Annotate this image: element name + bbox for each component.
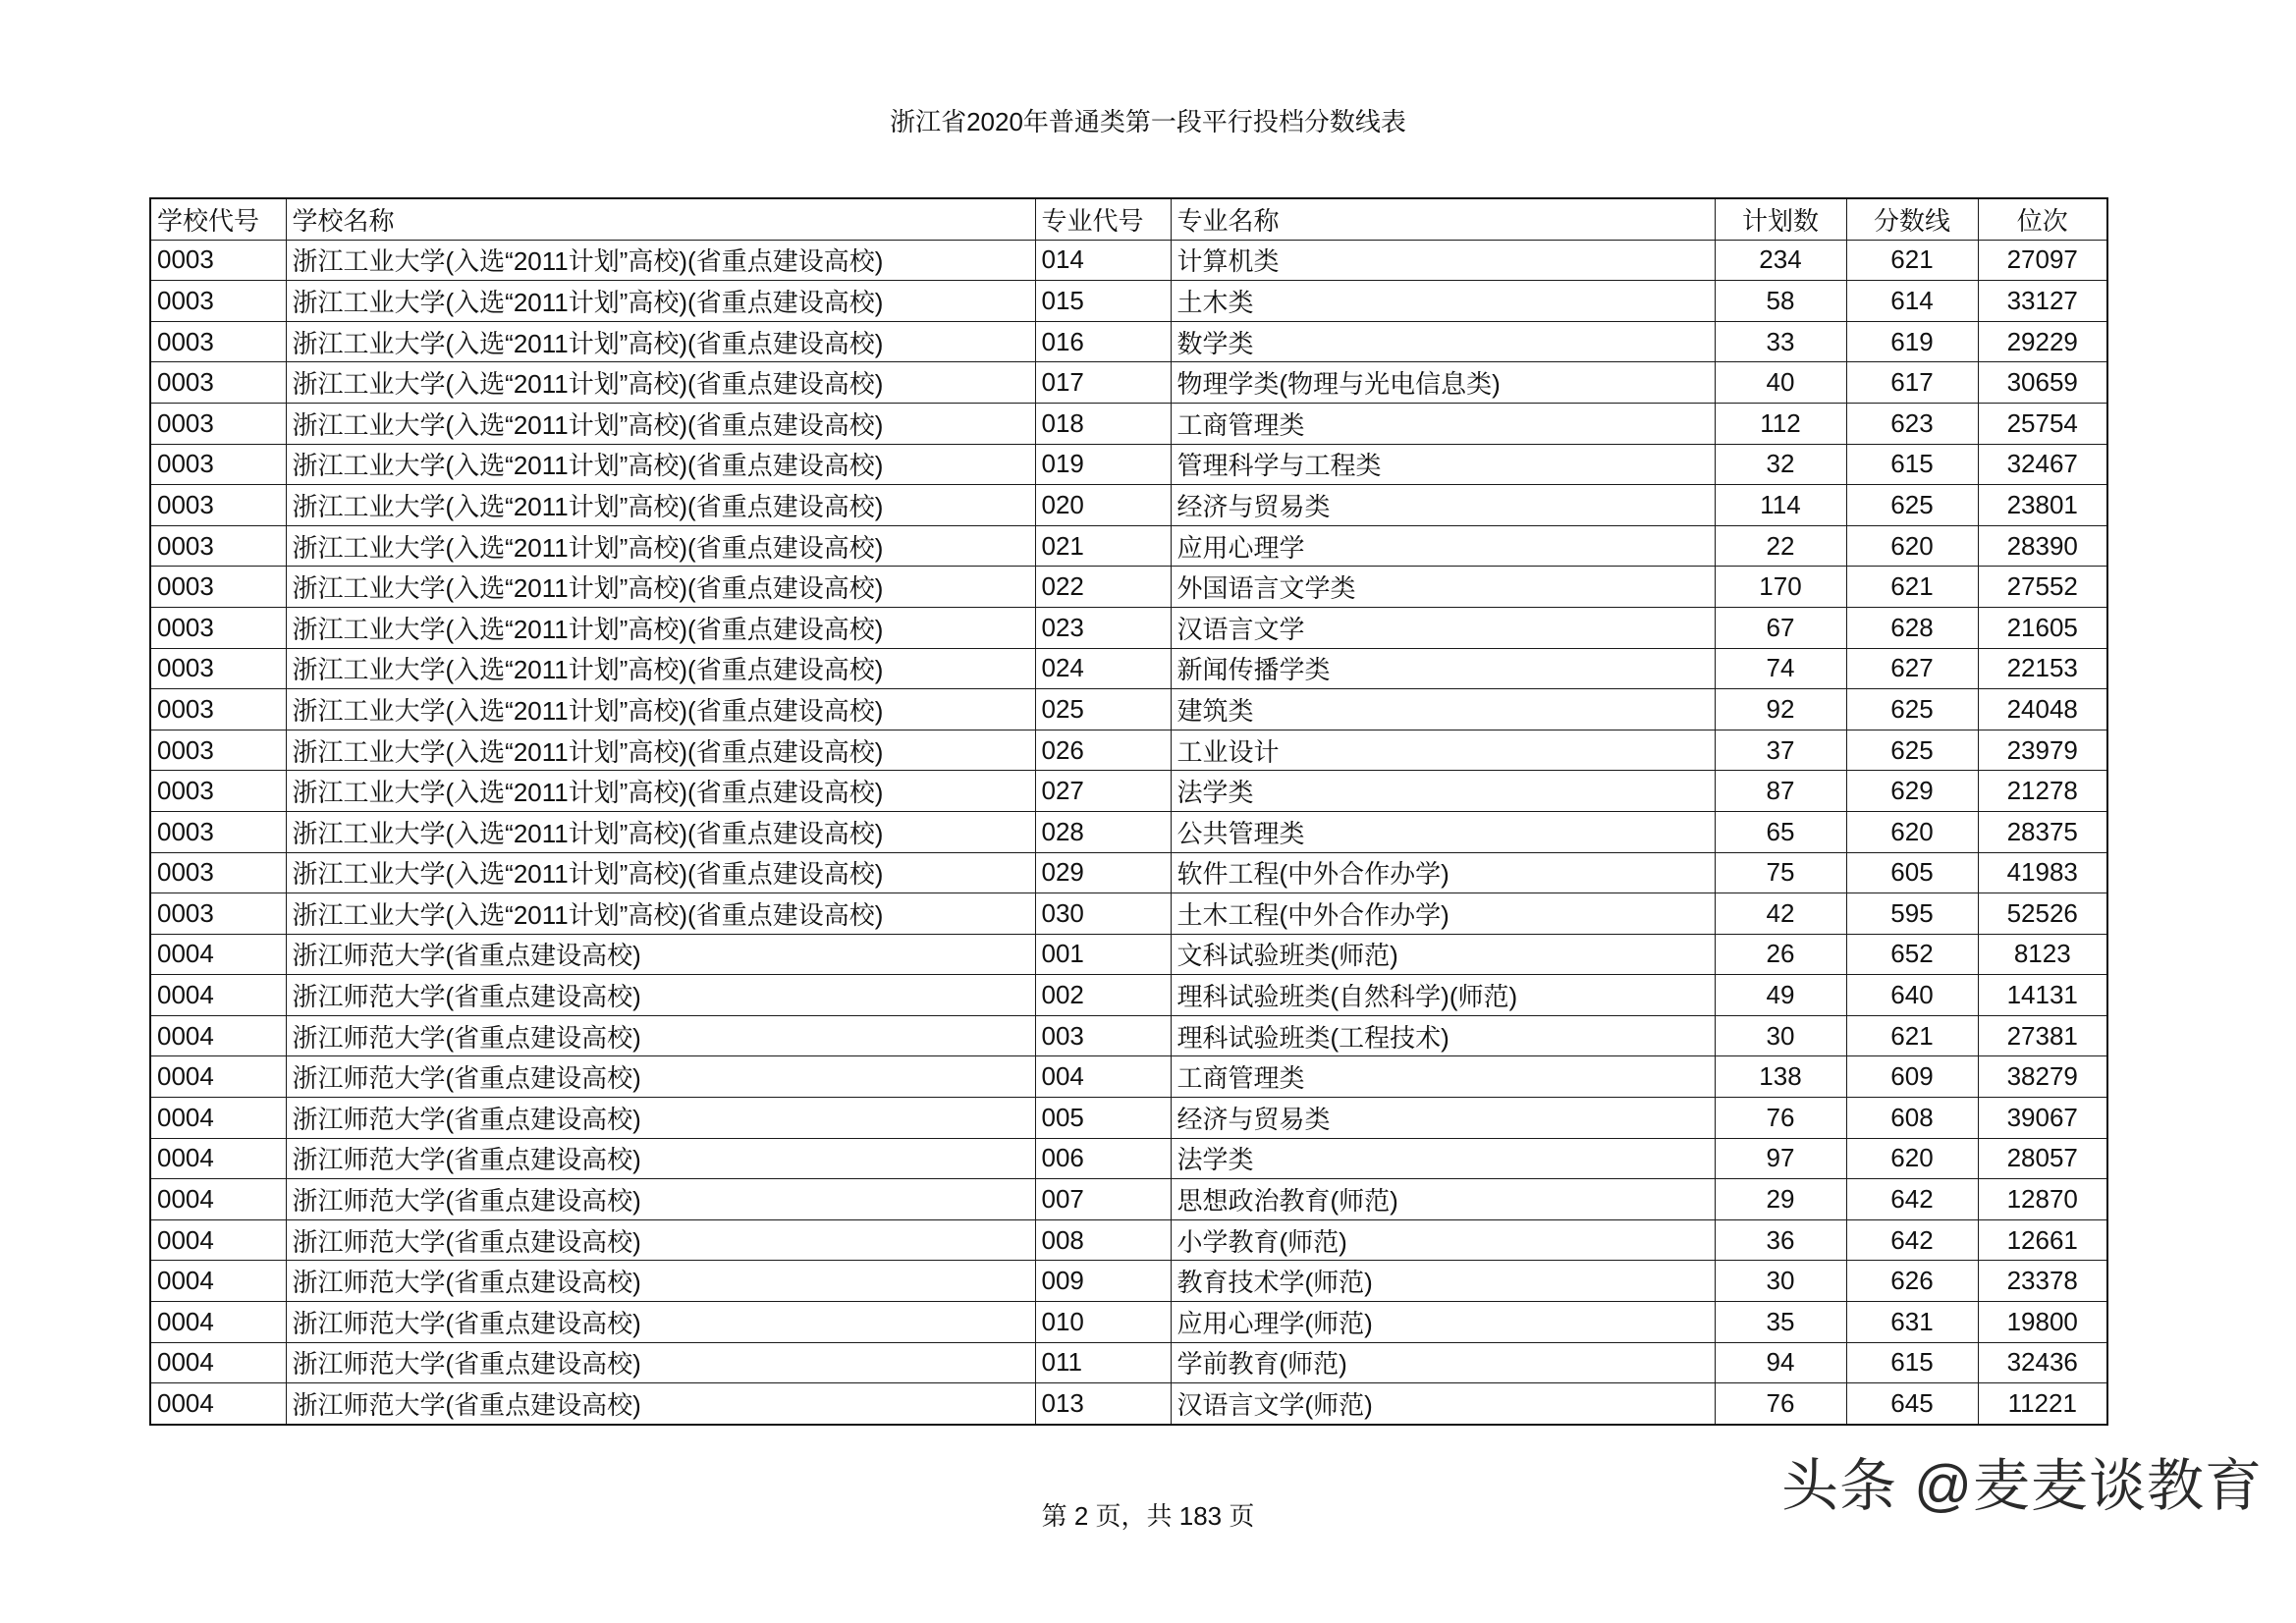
school-name-cell: 浙江师范大学(省重点建设高校) xyxy=(286,934,1035,975)
major-name-cell: 公共管理类 xyxy=(1171,811,1715,852)
major-code-cell: 020 xyxy=(1035,485,1171,526)
major-code-cell: 008 xyxy=(1035,1219,1171,1261)
plan-count-cell: 97 xyxy=(1715,1138,1846,1179)
score-line-cell: 625 xyxy=(1846,730,1978,771)
score-line-cell: 615 xyxy=(1846,444,1978,485)
school-code-cell: 0003 xyxy=(150,893,286,935)
school-code-cell: 0003 xyxy=(150,281,286,322)
table-row xyxy=(150,893,2107,935)
major-code-cell: 021 xyxy=(1035,525,1171,567)
header-score-line: 分数线 xyxy=(1846,198,1978,240)
score-line-cell: 620 xyxy=(1846,525,1978,567)
school-code-cell: 0003 xyxy=(150,648,286,689)
table-row xyxy=(150,1138,2107,1179)
major-name-cell: 工业设计 xyxy=(1171,730,1715,771)
school-code-cell: 0004 xyxy=(150,1342,286,1383)
major-name-cell: 数学类 xyxy=(1171,321,1715,362)
major-code-cell: 025 xyxy=(1035,689,1171,730)
table-row xyxy=(150,362,2107,404)
school-name-cell: 浙江工业大学(入选“2011计划”高校)(省重点建设高校) xyxy=(286,852,1035,893)
major-name-cell: 管理科学与工程类 xyxy=(1171,444,1715,485)
major-code-cell: 028 xyxy=(1035,811,1171,852)
table-row xyxy=(150,485,2107,526)
major-name-cell: 建筑类 xyxy=(1171,689,1715,730)
score-line-cell: 631 xyxy=(1846,1302,1978,1343)
score-line-cell: 620 xyxy=(1846,811,1978,852)
table-header-row xyxy=(150,198,2107,240)
major-name-cell: 经济与贸易类 xyxy=(1171,1098,1715,1139)
rank-cell: 32436 xyxy=(1978,1342,2107,1383)
table-row xyxy=(150,811,2107,852)
rank-cell: 12870 xyxy=(1978,1179,2107,1220)
school-code-cell: 0003 xyxy=(150,730,286,771)
rank-cell: 12661 xyxy=(1978,1219,2107,1261)
table-row xyxy=(150,444,2107,485)
rank-cell: 19800 xyxy=(1978,1302,2107,1343)
table-row xyxy=(150,1261,2107,1302)
header-major-name: 专业名称 xyxy=(1171,198,1715,240)
major-name-cell: 法学类 xyxy=(1171,771,1715,812)
plan-count-cell: 49 xyxy=(1715,975,1846,1016)
plan-count-cell: 112 xyxy=(1715,403,1846,444)
table-row xyxy=(150,852,2107,893)
plan-count-cell: 30 xyxy=(1715,1261,1846,1302)
school-name-cell: 浙江工业大学(入选“2011计划”高校)(省重点建设高校) xyxy=(286,403,1035,444)
school-code-cell: 0003 xyxy=(150,852,286,893)
score-line-cell: 609 xyxy=(1846,1056,1978,1098)
table-row xyxy=(150,1179,2107,1220)
major-name-cell: 小学教育(师范) xyxy=(1171,1219,1715,1261)
school-code-cell: 0004 xyxy=(150,1261,286,1302)
school-name-cell: 浙江工业大学(入选“2011计划”高校)(省重点建设高校) xyxy=(286,567,1035,608)
school-code-cell: 0004 xyxy=(150,1219,286,1261)
major-name-cell: 软件工程(中外合作办学) xyxy=(1171,852,1715,893)
major-code-cell: 009 xyxy=(1035,1261,1171,1302)
major-name-cell: 思想政治教育(师范) xyxy=(1171,1179,1715,1220)
major-name-cell: 土木类 xyxy=(1171,281,1715,322)
major-code-cell: 005 xyxy=(1035,1098,1171,1139)
rank-cell: 27552 xyxy=(1978,567,2107,608)
score-line-cell: 623 xyxy=(1846,403,1978,444)
header-school-code: 学校代号 xyxy=(150,198,286,240)
score-line-cell: 621 xyxy=(1846,567,1978,608)
score-line-cell: 628 xyxy=(1846,607,1978,648)
table-row xyxy=(150,730,2107,771)
school-name-cell: 浙江工业大学(入选“2011计划”高校)(省重点建设高校) xyxy=(286,281,1035,322)
major-code-cell: 030 xyxy=(1035,893,1171,935)
score-line-cell: 619 xyxy=(1846,321,1978,362)
major-name-cell: 汉语言文学 xyxy=(1171,607,1715,648)
score-line-cell: 621 xyxy=(1846,1015,1978,1056)
page-title: 浙江省2020年普通类第一段平行投档分数线表 xyxy=(890,107,1406,136)
major-name-cell: 经济与贸易类 xyxy=(1171,485,1715,526)
school-name-cell: 浙江师范大学(省重点建设高校) xyxy=(286,1342,1035,1383)
major-code-cell: 029 xyxy=(1035,852,1171,893)
table-row xyxy=(150,689,2107,730)
table-row xyxy=(150,1219,2107,1261)
rank-cell: 14131 xyxy=(1978,975,2107,1016)
rank-cell: 11221 xyxy=(1978,1383,2107,1425)
score-line-cell: 642 xyxy=(1846,1219,1978,1261)
school-name-cell: 浙江工业大学(入选“2011计划”高校)(省重点建设高校) xyxy=(286,444,1035,485)
score-line-cell: 625 xyxy=(1846,485,1978,526)
school-name-cell: 浙江工业大学(入选“2011计划”高校)(省重点建设高校) xyxy=(286,485,1035,526)
major-name-cell: 应用心理学 xyxy=(1171,525,1715,567)
table-row xyxy=(150,607,2107,648)
school-name-cell: 浙江师范大学(省重点建设高校) xyxy=(286,1219,1035,1261)
rank-cell: 21605 xyxy=(1978,607,2107,648)
major-name-cell: 土木工程(中外合作办学) xyxy=(1171,893,1715,935)
major-code-cell: 019 xyxy=(1035,444,1171,485)
rank-cell: 30659 xyxy=(1978,362,2107,404)
rank-cell: 38279 xyxy=(1978,1056,2107,1098)
score-line-cell: 626 xyxy=(1846,1261,1978,1302)
rank-cell: 52526 xyxy=(1978,893,2107,935)
school-name-cell: 浙江师范大学(省重点建设高校) xyxy=(286,975,1035,1016)
plan-count-cell: 33 xyxy=(1715,321,1846,362)
school-name-cell: 浙江师范大学(省重点建设高校) xyxy=(286,1138,1035,1179)
school-code-cell: 0004 xyxy=(150,934,286,975)
school-code-cell: 0004 xyxy=(150,975,286,1016)
score-line-cell: 640 xyxy=(1846,975,1978,1016)
major-name-cell: 工商管理类 xyxy=(1171,1056,1715,1098)
major-name-cell: 学前教育(师范) xyxy=(1171,1342,1715,1383)
school-name-cell: 浙江工业大学(入选“2011计划”高校)(省重点建设高校) xyxy=(286,240,1035,281)
table-row xyxy=(150,934,2107,975)
plan-count-cell: 37 xyxy=(1715,730,1846,771)
major-name-cell: 汉语言文学(师范) xyxy=(1171,1383,1715,1425)
header-plan-count: 计划数 xyxy=(1715,198,1846,240)
school-name-cell: 浙江师范大学(省重点建设高校) xyxy=(286,1098,1035,1139)
school-code-cell: 0003 xyxy=(150,403,286,444)
table-row xyxy=(150,1383,2107,1425)
school-code-cell: 0003 xyxy=(150,362,286,404)
school-code-cell: 0003 xyxy=(150,240,286,281)
table-row xyxy=(150,567,2107,608)
rank-cell: 29229 xyxy=(1978,321,2107,362)
rank-cell: 28057 xyxy=(1978,1138,2107,1179)
school-code-cell: 0003 xyxy=(150,567,286,608)
major-code-cell: 024 xyxy=(1035,648,1171,689)
table-row xyxy=(150,648,2107,689)
major-code-cell: 010 xyxy=(1035,1302,1171,1343)
major-code-cell: 003 xyxy=(1035,1015,1171,1056)
table-row xyxy=(150,1056,2107,1098)
major-code-cell: 013 xyxy=(1035,1383,1171,1425)
school-name-cell: 浙江工业大学(入选“2011计划”高校)(省重点建设高校) xyxy=(286,689,1035,730)
table-row xyxy=(150,281,2107,322)
score-line-cell: 595 xyxy=(1846,893,1978,935)
rank-cell: 23979 xyxy=(1978,730,2107,771)
plan-count-cell: 35 xyxy=(1715,1302,1846,1343)
plan-count-cell: 29 xyxy=(1715,1179,1846,1220)
rank-cell: 25754 xyxy=(1978,403,2107,444)
table-row xyxy=(150,975,2107,1016)
major-code-cell: 006 xyxy=(1035,1138,1171,1179)
plan-count-cell: 76 xyxy=(1715,1383,1846,1425)
major-code-cell: 004 xyxy=(1035,1056,1171,1098)
major-name-cell: 物理学类(物理与光电信息类) xyxy=(1171,362,1715,404)
school-code-cell: 0004 xyxy=(150,1098,286,1139)
school-code-cell: 0004 xyxy=(150,1056,286,1098)
school-name-cell: 浙江工业大学(入选“2011计划”高校)(省重点建设高校) xyxy=(286,893,1035,935)
plan-count-cell: 22 xyxy=(1715,525,1846,567)
watermark: 头条 @麦麦谈教育 xyxy=(1781,1454,2263,1518)
plan-count-cell: 92 xyxy=(1715,689,1846,730)
plan-count-cell: 114 xyxy=(1715,485,1846,526)
plan-count-cell: 40 xyxy=(1715,362,1846,404)
school-code-cell: 0004 xyxy=(150,1179,286,1220)
rank-cell: 28390 xyxy=(1978,525,2107,567)
major-code-cell: 001 xyxy=(1035,934,1171,975)
plan-count-cell: 234 xyxy=(1715,240,1846,281)
school-name-cell: 浙江师范大学(省重点建设高校) xyxy=(286,1015,1035,1056)
score-line-cell: 627 xyxy=(1846,648,1978,689)
rank-cell: 32467 xyxy=(1978,444,2107,485)
major-code-cell: 017 xyxy=(1035,362,1171,404)
major-name-cell: 理科试验班类(工程技术) xyxy=(1171,1015,1715,1056)
school-name-cell: 浙江师范大学(省重点建设高校) xyxy=(286,1179,1035,1220)
plan-count-cell: 26 xyxy=(1715,934,1846,975)
plan-count-cell: 30 xyxy=(1715,1015,1846,1056)
plan-count-cell: 36 xyxy=(1715,1219,1846,1261)
major-code-cell: 016 xyxy=(1035,321,1171,362)
major-code-cell: 026 xyxy=(1035,730,1171,771)
school-name-cell: 浙江工业大学(入选“2011计划”高校)(省重点建设高校) xyxy=(286,321,1035,362)
score-line-cell: 642 xyxy=(1846,1179,1978,1220)
rank-cell: 28375 xyxy=(1978,811,2107,852)
table-row xyxy=(150,771,2107,812)
score-line-cell: 625 xyxy=(1846,689,1978,730)
school-code-cell: 0004 xyxy=(150,1015,286,1056)
score-line-cell: 629 xyxy=(1846,771,1978,812)
plan-count-cell: 32 xyxy=(1715,444,1846,485)
plan-count-cell: 67 xyxy=(1715,607,1846,648)
score-line-cell: 645 xyxy=(1846,1383,1978,1425)
table-row xyxy=(150,403,2107,444)
school-name-cell: 浙江师范大学(省重点建设高校) xyxy=(286,1383,1035,1425)
major-name-cell: 工商管理类 xyxy=(1171,403,1715,444)
major-code-cell: 023 xyxy=(1035,607,1171,648)
plan-count-cell: 170 xyxy=(1715,567,1846,608)
school-code-cell: 0003 xyxy=(150,525,286,567)
plan-count-cell: 42 xyxy=(1715,893,1846,935)
table-body xyxy=(150,240,2107,1425)
plan-count-cell: 87 xyxy=(1715,771,1846,812)
rank-cell: 22153 xyxy=(1978,648,2107,689)
score-table xyxy=(149,197,2108,1426)
major-name-cell: 文科试验班类(师范) xyxy=(1171,934,1715,975)
school-code-cell: 0003 xyxy=(150,444,286,485)
school-code-cell: 0003 xyxy=(150,485,286,526)
rank-cell: 27097 xyxy=(1978,240,2107,281)
major-code-cell: 007 xyxy=(1035,1179,1171,1220)
score-line-cell: 621 xyxy=(1846,240,1978,281)
major-name-cell: 计算机类 xyxy=(1171,240,1715,281)
school-name-cell: 浙江工业大学(入选“2011计划”高校)(省重点建设高校) xyxy=(286,648,1035,689)
rank-cell: 39067 xyxy=(1978,1098,2107,1139)
school-code-cell: 0003 xyxy=(150,811,286,852)
school-code-cell: 0004 xyxy=(150,1138,286,1179)
score-line-cell: 614 xyxy=(1846,281,1978,322)
school-name-cell: 浙江工业大学(入选“2011计划”高校)(省重点建设高校) xyxy=(286,525,1035,567)
school-name-cell: 浙江工业大学(入选“2011计划”高校)(省重点建设高校) xyxy=(286,811,1035,852)
school-code-cell: 0003 xyxy=(150,321,286,362)
table-row xyxy=(150,1302,2107,1343)
school-code-cell: 0003 xyxy=(150,607,286,648)
plan-count-cell: 75 xyxy=(1715,852,1846,893)
school-code-cell: 0003 xyxy=(150,689,286,730)
major-name-cell: 教育技术学(师范) xyxy=(1171,1261,1715,1302)
score-line-cell: 620 xyxy=(1846,1138,1978,1179)
rank-cell: 24048 xyxy=(1978,689,2107,730)
school-code-cell: 0004 xyxy=(150,1383,286,1425)
major-code-cell: 015 xyxy=(1035,281,1171,322)
school-name-cell: 浙江工业大学(入选“2011计划”高校)(省重点建设高校) xyxy=(286,607,1035,648)
major-name-cell: 新闻传播学类 xyxy=(1171,648,1715,689)
major-name-cell: 应用心理学(师范) xyxy=(1171,1302,1715,1343)
rank-cell: 23378 xyxy=(1978,1261,2107,1302)
major-code-cell: 011 xyxy=(1035,1342,1171,1383)
score-line-cell: 608 xyxy=(1846,1098,1978,1139)
major-name-cell: 法学类 xyxy=(1171,1138,1715,1179)
table-row xyxy=(150,1098,2107,1139)
school-name-cell: 浙江工业大学(入选“2011计划”高校)(省重点建设高校) xyxy=(286,771,1035,812)
school-code-cell: 0004 xyxy=(150,1302,286,1343)
header-school-name: 学校名称 xyxy=(286,198,1035,240)
table-row xyxy=(150,1015,2107,1056)
score-line-cell: 615 xyxy=(1846,1342,1978,1383)
major-code-cell: 014 xyxy=(1035,240,1171,281)
rank-cell: 8123 xyxy=(1978,934,2107,975)
school-code-cell: 0003 xyxy=(150,771,286,812)
header-rank: 位次 xyxy=(1978,198,2107,240)
plan-count-cell: 58 xyxy=(1715,281,1846,322)
major-code-cell: 027 xyxy=(1035,771,1171,812)
plan-count-cell: 76 xyxy=(1715,1098,1846,1139)
rank-cell: 23801 xyxy=(1978,485,2107,526)
school-name-cell: 浙江师范大学(省重点建设高校) xyxy=(286,1302,1035,1343)
school-name-cell: 浙江工业大学(入选“2011计划”高校)(省重点建设高校) xyxy=(286,362,1035,404)
plan-count-cell: 94 xyxy=(1715,1342,1846,1383)
score-line-cell: 605 xyxy=(1846,852,1978,893)
school-name-cell: 浙江工业大学(入选“2011计划”高校)(省重点建设高校) xyxy=(286,730,1035,771)
table-row xyxy=(150,525,2107,567)
rank-cell: 21278 xyxy=(1978,771,2107,812)
plan-count-cell: 74 xyxy=(1715,648,1846,689)
plan-count-cell: 138 xyxy=(1715,1056,1846,1098)
table-row xyxy=(150,1342,2107,1383)
rank-cell: 41983 xyxy=(1978,852,2107,893)
score-line-cell: 652 xyxy=(1846,934,1978,975)
plan-count-cell: 65 xyxy=(1715,811,1846,852)
table-row xyxy=(150,240,2107,281)
school-name-cell: 浙江师范大学(省重点建设高校) xyxy=(286,1261,1035,1302)
major-name-cell: 外国语言文学类 xyxy=(1171,567,1715,608)
rank-cell: 33127 xyxy=(1978,281,2107,322)
page-footer: 第 2 页，共 183 页 xyxy=(1041,1501,1255,1531)
major-code-cell: 018 xyxy=(1035,403,1171,444)
header-major-code: 专业代号 xyxy=(1035,198,1171,240)
table-row xyxy=(150,321,2107,362)
major-name-cell: 理科试验班类(自然科学)(师范) xyxy=(1171,975,1715,1016)
major-code-cell: 002 xyxy=(1035,975,1171,1016)
school-name-cell: 浙江师范大学(省重点建设高校) xyxy=(286,1056,1035,1098)
major-code-cell: 022 xyxy=(1035,567,1171,608)
rank-cell: 27381 xyxy=(1978,1015,2107,1056)
score-line-cell: 617 xyxy=(1846,362,1978,404)
